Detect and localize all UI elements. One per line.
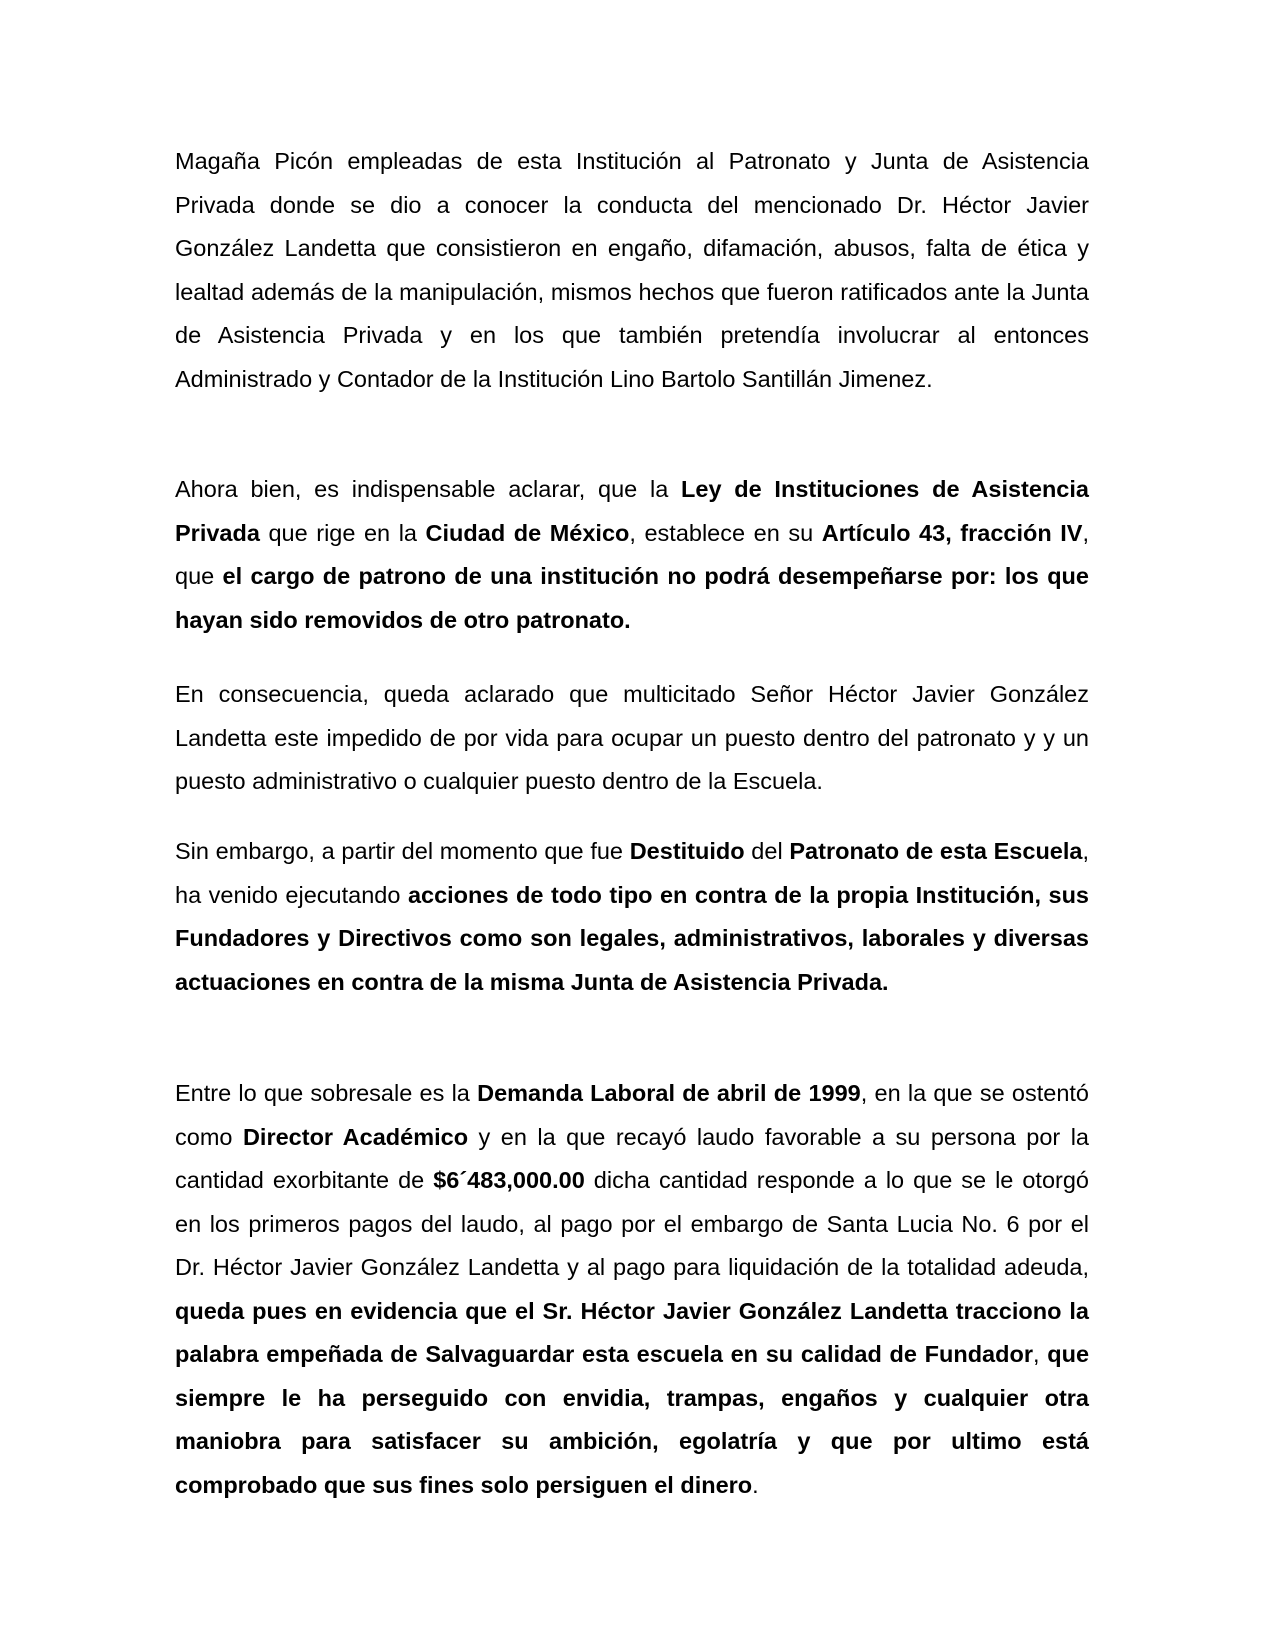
- text-run: ,: [1033, 1341, 1048, 1367]
- text-run: dicha cantidad responde a lo que se le otorgó en los primeros pagos del laudo, al pago por el embargo de Santa Lucia No. 6 por el Dr. Héctor Javier González Landetta y al pago para liquidación de la totalidad adeuda,: [175, 1167, 1089, 1280]
- text-run: , establece en su: [629, 519, 822, 546]
- city-name: Ciudad de México: [425, 519, 630, 546]
- emphasis-amount: $6´483,000.00: [433, 1167, 585, 1193]
- paragraph-text: [175, 1072, 1089, 1507]
- text-run: .: [752, 1471, 759, 1498]
- paragraph-text: [175, 468, 1089, 642]
- emphasis-acciones: acciones de todo tipo en contra de la propia Institución, sus Fundadores y Directivos como son legales, administrativos, laborales y diversas actuaciones en contra de la misma Junta de Asistencia Privada.: [175, 881, 1089, 995]
- text-run: , que: [175, 519, 1089, 589]
- emphasis-evidencia: queda pues en evidencia que el Sr. Héctor Javier González Landetta tracciono la palabra empeñada de Salvaguardar esta escuela en su calidad de Fundador: [175, 1297, 1089, 1367]
- article-reference: Artículo 43, fracción IV: [821, 519, 1083, 546]
- emphasis-demanda: Demanda Laboral de abril de 1999: [477, 1080, 861, 1106]
- text-run: Entre lo que sobresale es la: [175, 1080, 478, 1106]
- text-run: Ahora bien, es indispensable aclarar, que la: [175, 476, 682, 502]
- emphasis-persecucion: que siempre le ha perseguido con envidia, trampas, engaños y cualquier otra maniobra para satisfacer su ambición, egolatría y que por ultimo está comprobado que sus fines solo persiguen el dinero: [175, 1341, 1090, 1498]
- paragraph-3: [175, 673, 1089, 804]
- paragraph-text: [175, 140, 1089, 401]
- paragraph-text: [175, 673, 1089, 804]
- emphasis-destituido: Destituido: [629, 838, 745, 864]
- paragraph-text: [175, 830, 1089, 1004]
- text-run: , en la que se ostentó como: [175, 1080, 1090, 1150]
- paragraph-1: [175, 140, 1089, 401]
- emphasis-director: Director Académico: [242, 1123, 469, 1150]
- paragraph-2: [175, 468, 1089, 642]
- law-quote: el cargo de patrono de una institución no podrá desempeñarse por: los que hayan sido removidos de otro patronato.: [175, 563, 1089, 633]
- text-run: y en la que recayó laudo favorable a su persona por la cantidad exorbitante de: [175, 1123, 1089, 1193]
- paragraph-5: [175, 1072, 1089, 1507]
- emphasis-patronato: Patronato de esta Escuela: [789, 838, 1083, 864]
- law-name: Ley de Instituciones de Asistencia Privada: [175, 476, 1089, 546]
- text-run: que rige en la: [259, 519, 426, 546]
- text-run: del: [744, 838, 790, 864]
- paragraph-4: [175, 830, 1089, 1004]
- text-run: En consecuencia, queda aclarado que multicitado Señor Héctor Javier González Landetta este impedido de por vida para ocupar un puesto dentro del patronato y y un puesto administrativo o cualquier puesto dentro de la Escuela.: [175, 681, 1089, 794]
- text-run: Sin embargo, a partir del momento que fue: [175, 838, 630, 864]
- text-run: , ha venido ejecutando: [175, 838, 1089, 908]
- text-run: Magaña Picón empleadas de esta Institución al Patronato y Junta de Asistencia Privada donde se dio a conocer la conducta del mencionado Dr. Héctor Javier González Landetta que consistieron en engaño, difamación, abusos, falta de ética y lealtad además de la manipulación, mismos hechos que fueron ratificados ante la Junta de Asistencia Privada y en los que también pretendía involucrar al entonces Administrado y Contador de la Institución Lino Bartolo Santillán Jimenez.: [175, 148, 1089, 392]
